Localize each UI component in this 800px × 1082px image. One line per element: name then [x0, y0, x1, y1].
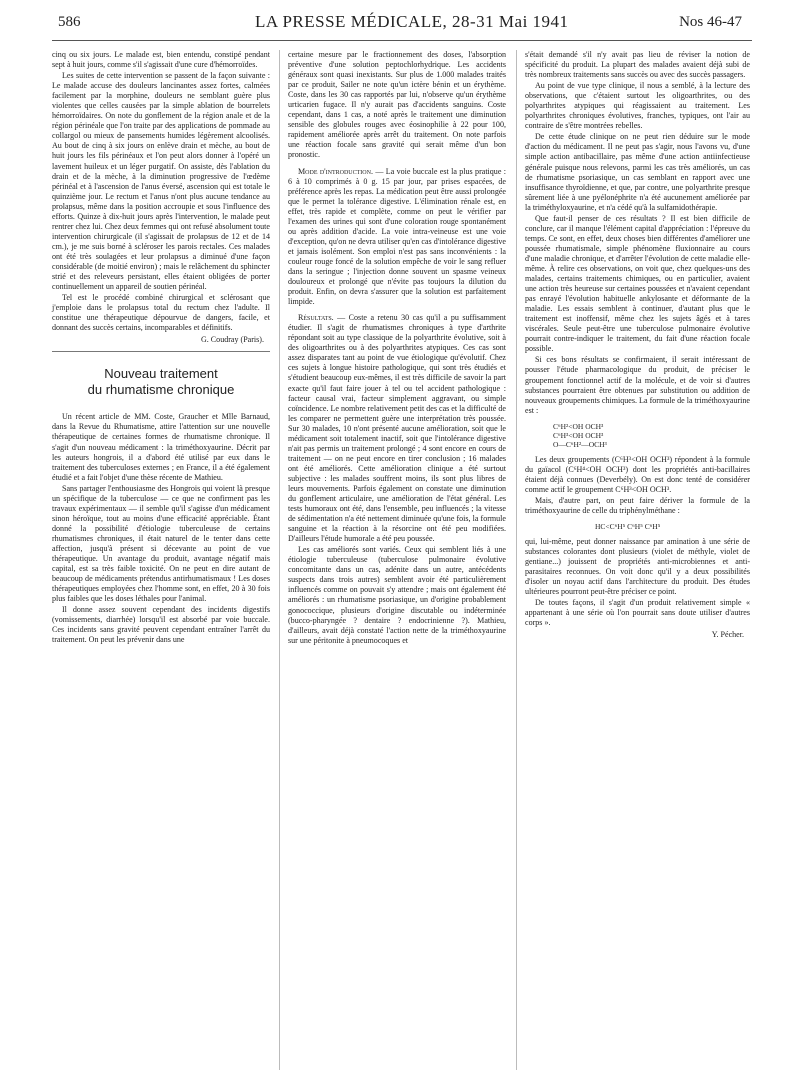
- paragraph: certaine mesure par le fractionnement des doses, l'absorption préventive d'une solution peptochlorhydrique. Les accidents généraux sont quasi inexistants. Sur plus de 1.000 malades traités par ce produit, Sailer ne note qu'un ictère bénin et un érythème. Coste, dans les 30 cas rapportés par lui, n'observe qu'un érythème urticarien fugace. Il n'y aurait pas d'accidents sanguins. Coste cependant, dans 1 cas, a noté après le traitement une diminution sensible des globules rouges avec éosinophilie à 22 pour 100, rapidement améliorée après arrêt du traitement. On note parfois une réaction focale sans gravité qui serait même d'un bon pronostic.: [288, 50, 506, 160]
- paragraph: Il donne assez souvent cependant des incidents digestifs (vomissements, diarrhée) lorsqu'il est absorbé par voie buccale. Ces incidents sans gravité peuvent cependant entraîner l'arrêt du traitement. On peut les prévenir dans une: [52, 605, 270, 645]
- paragraph: Mais, d'autre part, on peut faire dériver la formule de la triméthoxyaurine de celle du triphénylméthane :: [525, 495, 750, 515]
- paragraph: Tel est le procédé combiné chirurgical et sclérosant que j'emploie dans le prolapsus total du rectum chez l'adulte. Il constitue une thérapeutique dépourvue de dangers, facile, et donnant des succès certains, incomparables et définitifs.: [52, 293, 270, 333]
- column-3: [525, 50, 750, 640]
- page-number: 586: [58, 14, 81, 30]
- section-heading: Mode d'introduction.: [298, 166, 373, 176]
- paragraph: Mode d'introduction. — La voie buccale est la plus pratique : 6 à 10 comprimés à 0 g. 15 par jour, par prises espacées, de préférence après les repas. La médication peut être aussi prolongée que le permet la tolérance digestive. L'élimination rénale est, en effet, très rapide et complète, comme on peut le vérifier par l'examen des urines qui sont d'une coloration rouge spontanément ou après addition d'acide. La voie intra-veineuse est une voie d'exception, qu'on ne devra utiliser qu'en cas d'intolérance digestive et jamais isolément. Son emploi n'est pas sans inconvénients : la couleur rouge foncé de la solution empêche de voir le sang refluer dans la seringue ; l'injection donne souvent un spasme veineux douloureux et prolongé que n'évite pas toujours la dilution du produit. Enfin, on devra s'assurer que la solution est parfaitement limpide.: [288, 166, 507, 307]
- paragraph: Les suites de cette intervention se passent de la façon suivante : Le malade accuse des douleurs lancinantes assez fortes, calmées facilement par la morphine, douleurs ne semblant guère plus violentes que celles causées par la simple ablation de bourrelets hémorroïdaires. On note du gonflement de la région anale et de la région périnéale que l'on traite par des applications de pommade au collargol ou mieux de pansements humides légèrement alcoolisés. Au bout de cinq à six jours on enlève drain et mèche, au bout de huit jours les fils périnéaux et l'on peut alors donner à l'opéré un lavement huileux et un léger purgatif. On assiste, dès l'ablation du drain et de la mèche, à la diminution progressive de l'œdème périnéal et à l'ascension de l'anus éversé, ascension qui est totale le quinzième jour. Le rectum et l'anus n'ont plus aucune tendance au prolapsus, même dans la position accroupie et sous l'influence des efforts. Quinze à dix-huit jours après l'intervention, le malade peut rentrer chez lui. Chez deux femmes qui ont refusé absolument toute intervention chirurgicale (il s'agissait de prolapsus de 12 et de 14 cm.), je me suis borné à scléroser les parois rectales. Ces malades ont été très soulagées et leur prolapsus a diminué d'une façon considérable (de moitié environ) ; mais le relâchement du sphincter strié et des releveurs persistant, elles étaient obligées de porter continuellement un appareil de soutien périnéal.: [52, 71, 270, 292]
- column-divider: [516, 50, 517, 1070]
- article-title-line: du rhumatisme chronique: [87, 382, 235, 398]
- article-title: [52, 366, 270, 398]
- paragraph: De toutes façons, il s'agit d'un produit relativement simple « appartenant à une série où l'on pourrait sans doute utiliser d'autres corps ».: [525, 598, 750, 628]
- paragraph: qui, lui-même, peut donner naissance par amination à une série de substances colorantes dont plusieurs (violet de méthyle, violet de gentiane...) jouissent de propriétés anti-microbiennes et anti-parasitaires reconnues. On voit donc qu'il y a deux possibilités d'isoler un noyau actif dans l'architecture du produit. Des études ultérieures pourront peut-être préciser ce point.: [525, 536, 750, 597]
- column-divider: [279, 50, 280, 1070]
- page-header: [0, 0, 800, 48]
- paragraph: Au point de vue type clinique, il nous a semblé, à la lecture des observations, que c'étaient surtout les oligoarthrites, ou des polyarthrites atypiques qui réagissaient au traitement. Les polyarthrites chroniques évolutives, franches, typiques, ont l'air au contraire de s'être montrées rebelles.: [525, 81, 750, 131]
- paragraph: cinq ou six jours. Le malade est, bien entendu, constipé pendant sept à huit jours, comme s'il s'agissait d'une cure d'hémorroïdes.: [52, 50, 270, 70]
- paragraph: Que faut-il penser de ces résultats ? Il est bien difficile de conclure, car il manque l'élément capital d'appréciation : l'épreuve du temps. Ce sont, en effet, deux choses bien différentes d'améliorer une poussée rhumatismale, simple phénomène fluxionnaire au cours d'une maladie chronique, et d'arrêter l'évolution de cette maladie elle-même. À relire ces observations, on voit que, chez quelques-uns des malades, certains traitements chimiques, ou en particulier, avaient une action très heureuse sur certaines poussées et n'avaient cependant pas enrayé l'évolution habituelle ankylosante et déformante de la maladie. Les essais semblent à continuer, d'autant plus que le traitement est inoffensif, même chez les sujets âgés et à tares viscérales. Seule peut-être une tuberculose pulmonaire évolutive pourrait contre-indiquer le traitement, du fait d'une réaction focale possible.: [525, 213, 750, 354]
- paragraph: Un récent article de MM. Coste, Graucher et Mlle Barnaud, dans la Revue du Rhumatisme, attire l'attention sur une nouvelle thérapeutique de certaines formes de rhumatisme chronique. Il s'agit d'un nouveau médicament : la triméthoxyaurine. Décrit par les auteurs hongrois, il a d'abord été utilisé par eux dans le traitement des tuberculoses externes ; en France, il a été également étudié et a fait l'objet d'une thèse récente de Mathieu.: [52, 412, 270, 482]
- chemical-formula: HC<C⁶H⁵ C⁶H⁵ C⁶H⁵: [595, 521, 661, 531]
- column-1: [52, 50, 270, 645]
- section-divider: [52, 351, 270, 352]
- article-title-line: Nouveau traitement: [104, 366, 218, 382]
- paragraph: s'était demandé s'il n'y avait pas lieu de réviser la notion de spécificité du produit. La plupart des malades avaient déjà subi de très nombreux traitements sans succès ou avec des succès passagers.: [525, 50, 750, 80]
- author-signature: Y. Pécher.: [711, 630, 744, 640]
- paragraph: Si ces bons résultats se confirmaient, il serait intéressant de pousser l'étude pharmacologique du produit, de préciser le groupement fonctionnel actif de la molécule, et de voir si d'autres substances pourraient être obtenues par substitution ou addition de nouveaux groupements chimiques. La formule de la triméthoxyaurine est :: [525, 355, 750, 415]
- column-2: [288, 50, 506, 646]
- paragraph: De cette étude clinique on ne peut rien déduire sur le mode d'action du médicament. Il ne peut pas s'agir, nous l'avons vu, d'une simple action antibacillaire, pas même d'une action antiinfectieuse générale puisque nous relevons, parmi les cas très améliorés, un cas de rhumatisme psoriasique, un cas semblant en rapport avec une insuffisance thyroïdienne, et que, par contre, une polyarthrite presque sûrement liée à une pyélonéphrite n'a été aucunement améliorée par la triméthyloxyaurine, et n'a cédé qu'à la sulfamidothérapie.: [525, 132, 750, 212]
- section-heading: Résultats.: [298, 313, 334, 323]
- paragraph: Sans partager l'enthousiasme des Hongrois qui voient là presque un spécifique de la tuberculose — ce que ne confirment pas les travaux expérimentaux — il semble qu'il s'agisse d'un médicament sinon héroïque, tout au moins d'une efficacité appréciable. Étant donné la possibilité d'étiologie tuberculeuse de certains rhumatismes chroniques, il était naturel de le tenter dans cette affection, jusqu'à présent si décevante au point de vue thérapeutique. Un avantage du produit, avantage négatif mais capital, est sa très faible toxicité. On ne peut en dire autant de beaucoup de médicaments prétendus antirhumatismaux ! Les doses thérapeutiques employées chez l'homme sont, en effet, 20 à 30 fois plus faibles que les doses léthales pour l'animal.: [52, 483, 270, 604]
- chemical-formula: C⁶H²<OH OCH³ C⁶H³<OH OCH³ O—C⁶H²—OCH³: [553, 421, 607, 449]
- header-rule: [52, 40, 752, 41]
- journal-title: LA PRESSE MÉDICALE, 28-31 Mai 1941: [255, 12, 569, 31]
- paragraph: Les cas améliorés sont variés. Ceux qui semblent liés à une étiologie tuberculeuse (tuberculose pulmonaire évolutive concomitante dans un cas, adénite dans un autre, antécédents suspects dans trois autres) semblent avoir été particulièrement influencés comme on pouvait s'y attendre ; mais ont également été améliorés : un rhumatisme psoriasique, un d'origine probablement gonococcique, plusieurs d'origine discutable ou indéterminée (bucco-pharyngée ? dentaire ? endocrinienne ?). Mathieu, d'ailleurs, avait déjà constaté l'action nette de la triméthoxyaurine sur une péritonite à pneumocoques et: [288, 545, 506, 645]
- paragraph: Les deux groupements (C⁶H³<OH OCH³) répondent à la formule du gaïacol (C⁶H⁴<OH OCH³) dont les propriétés anti-bacillaires étaient déjà connues (Deverbély). On est donc tenté de considérer comme actif le groupement C⁶H³<OH OCH³.: [525, 454, 750, 494]
- paragraph: Résultats. — Coste a retenu 30 cas qu'il a pu suffisamment étudier. Il s'agit de rhumatismes chroniques à type d'arthrite répondant soit au type classique de la polyarthrite évolutive, soit à des oligoarthrites ou à des polyarthrites atypiques. Ces cas sont assez disparates tant au point de vue étiologique qu'évolutif. Chez ces sujets à longue histoire pathologique, qui sont très étudiés et s'étudient beaucoup eux-mêmes, il est très difficile de savoir la part exacte qu'il faut faire jouer à tel ou tel accident pathologique : facteur causal vrai, facteur simplement aggravant, ou simple coïncidence. Le nombre relativement petit des cas et la difficulté de les comparer ne permettent guère une interprétation très poussée. Sur 30 malades, 10 n'ont présenté aucune amélioration, soit que le médicament soit totalement inactif, soit que l'intolérance digestive n'ait pas permis un traitement prolongé ; 4 sont encore en cours de traitement — on ne peut encore en tirer conclusion ; 16 malades ont été améliorés. Cette amélioration clinique a été surtout subjective : les malades souffrent moins, ils sont plus libres de leurs mouvements. Parfois également on constate une diminution du gonflement articulaire, une amélioration de l'état général. Les tests humoraux ont été, dans l'ensemble, peu influencés ; la vitesse de sédimentation n'a été nettement diminuée qu'une fois, la formule sanguine et la réaction à la résorcine ont été peu modifiées. D'ailleurs l'étude humorale a été peu poussée.: [288, 313, 506, 544]
- issue-number: Nos 46-47: [679, 14, 742, 30]
- author-signature: G. Coudray (Paris).: [200, 335, 264, 345]
